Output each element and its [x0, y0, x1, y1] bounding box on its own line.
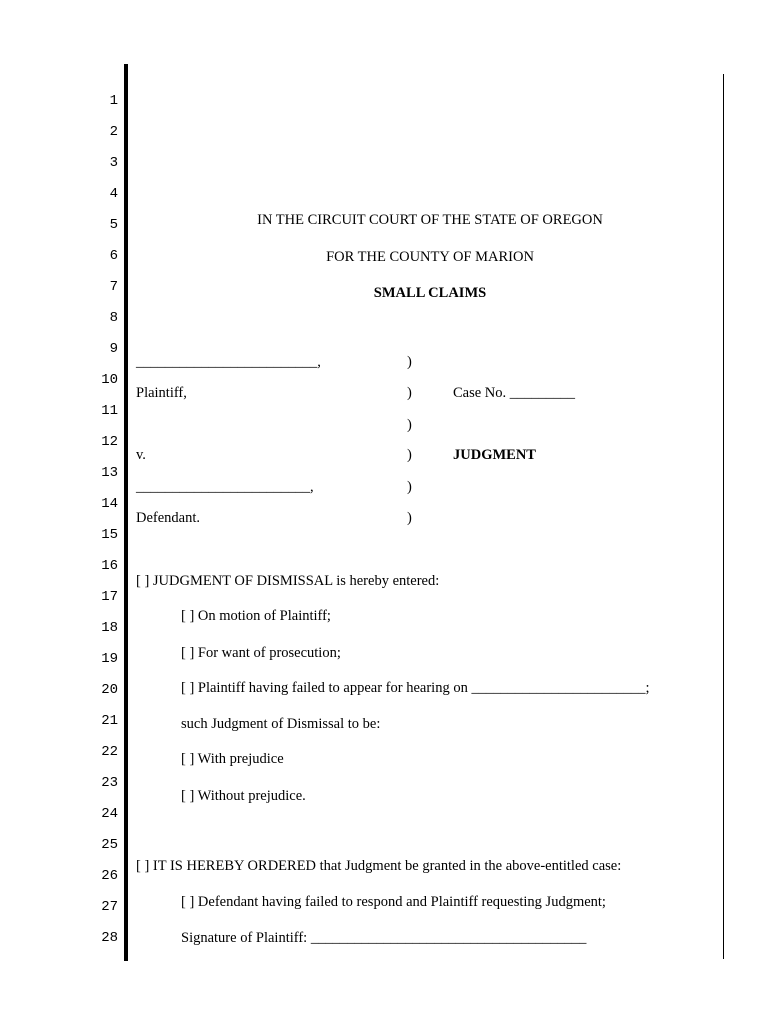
dismissal-type-label: such Judgment of Dismissal to be: — [181, 716, 381, 732]
line-number: 28 — [101, 930, 118, 946]
case-number-field: Case No. _________ — [453, 385, 576, 401]
line-number: 19 — [101, 651, 118, 667]
line-number: 13 — [101, 465, 118, 481]
option-motion-of-plaintiff: [ ] On motion of Plaintiff; — [181, 608, 331, 624]
line-number: 3 — [109, 155, 118, 171]
line-number: 15 — [101, 527, 118, 543]
order-heading: [ ] IT IS HEREBY ORDERED that Judgment be granted in the above-entitled case: — [136, 858, 622, 874]
court-heading: IN THE CIRCUIT COURT OF THE STATE OF OREGON — [257, 212, 603, 228]
line-number: 22 — [101, 744, 118, 760]
line-number: 7 — [109, 279, 118, 295]
line-number: 16 — [101, 558, 118, 574]
line-number: 25 — [101, 837, 118, 853]
line-number: 14 — [101, 496, 118, 512]
option-without-prejudice: [ ] Without prejudice. — [181, 788, 306, 804]
line-number: 4 — [109, 186, 118, 202]
dismissal-heading: [ ] JUDGMENT OF DISMISSAL is hereby entered: — [136, 573, 440, 589]
line-number: 23 — [101, 775, 118, 791]
line-number: 27 — [101, 899, 118, 915]
plaintiff-signature-line: Signature of Plaintiff: ______________________________________ — [181, 930, 587, 946]
versus-label: v. — [136, 447, 146, 463]
document-title: JUDGMENT — [453, 447, 536, 463]
defendant-label: Defendant. — [136, 510, 201, 526]
option-want-of-prosecution: [ ] For want of prosecution; — [181, 645, 341, 661]
caption-paren: ) — [407, 510, 412, 526]
caption-paren: ) — [407, 417, 412, 433]
division-heading: SMALL CLAIMS — [373, 285, 487, 301]
option-with-prejudice: [ ] With prejudice — [181, 751, 284, 767]
line-number: 12 — [101, 434, 118, 450]
line-number: 8 — [109, 310, 118, 326]
option-failed-to-appear: [ ] Plaintiff having failed to appear for hearing on ________________________; — [181, 680, 650, 696]
line-number: 1 — [109, 93, 118, 109]
line-number: 2 — [109, 124, 118, 140]
caption-paren: ) — [407, 354, 412, 370]
line-number: 24 — [101, 806, 118, 822]
line-number: 10 — [101, 372, 118, 388]
line-number: 11 — [101, 403, 118, 419]
caption-paren: ) — [407, 385, 412, 401]
caption-paren: ) — [407, 447, 412, 463]
caption-paren: ) — [407, 479, 412, 495]
line-number: 26 — [101, 868, 118, 884]
plaintiff-name-blank: _________________________, — [136, 354, 321, 370]
plaintiff-label: Plaintiff, — [136, 385, 187, 401]
county-heading: FOR THE COUNTY OF MARION — [326, 249, 534, 265]
line-number: 18 — [101, 620, 118, 636]
line-number: 20 — [101, 682, 118, 698]
option-default-judgment: [ ] Defendant having failed to respond and Plaintiff requesting Judgment; — [181, 894, 606, 910]
line-number: 6 — [109, 248, 118, 264]
line-number: 5 — [109, 217, 118, 233]
line-number: 17 — [101, 589, 118, 605]
right-margin-rule — [723, 74, 724, 959]
left-margin-rule — [124, 64, 128, 961]
defendant-name-blank: ________________________, — [136, 479, 314, 495]
line-number: 9 — [109, 341, 118, 357]
line-number: 21 — [101, 713, 118, 729]
